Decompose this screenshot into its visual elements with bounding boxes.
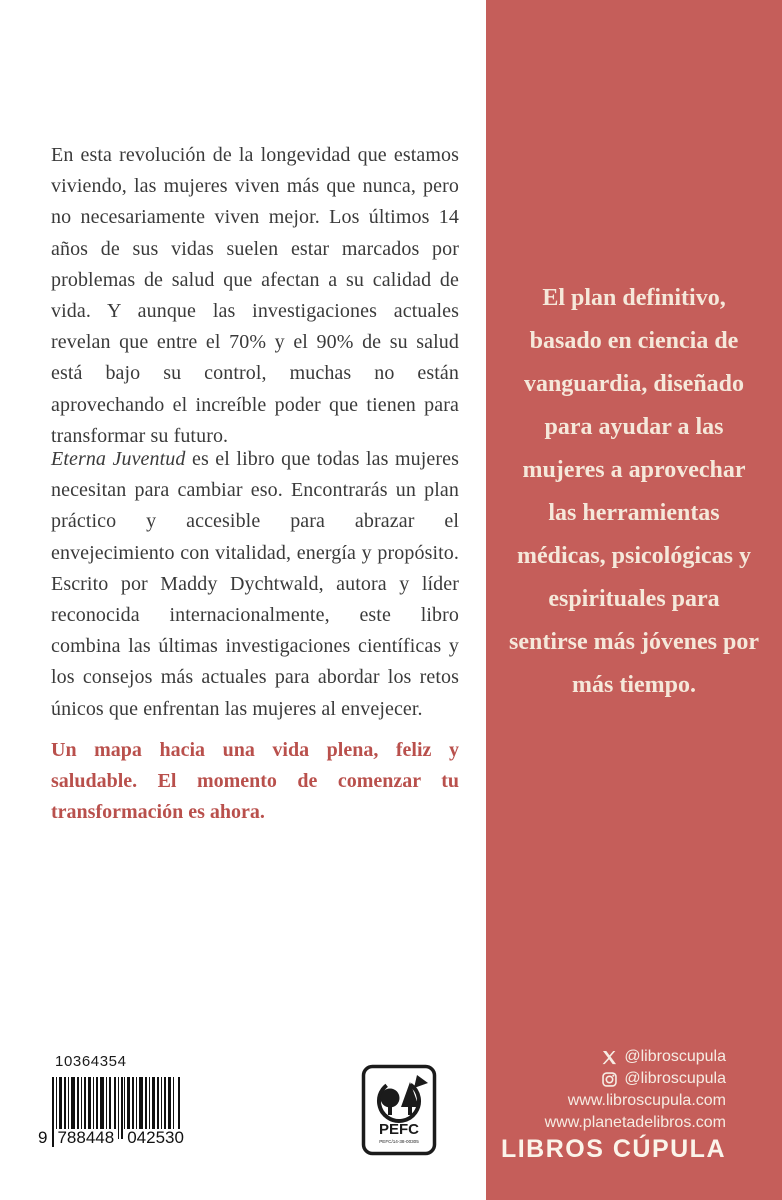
- closing-highlight: Un mapa hacia una vida plena, feliz y saludable. El momento de comenzar tu transformación es ahora.: [51, 739, 459, 824]
- pefc-label: PEFC: [378, 1121, 420, 1138]
- x-handle: @libroscupula: [624, 1048, 726, 1065]
- book-title-italic: Eterna Juventud: [51, 448, 186, 470]
- marketing-quote: El plan definitivo, basado en ciencia de vanguardia, diseñado para ayudar a las mujeres a aprovechar las herramientas médicas, psicológicas y espirituales para sentirse más jóvenes por más tiempo.: [509, 285, 759, 698]
- instagram-handle: @libroscupula: [624, 1070, 726, 1087]
- x-social-line: [501, 1046, 726, 1068]
- pefc-certificate-number: PEFC/14-38-00305: [379, 1139, 419, 1144]
- x-twitter-icon: [602, 1050, 617, 1065]
- ean-group-1: 788448: [54, 1129, 117, 1147]
- pefc-round-tree: [381, 1089, 400, 1108]
- publisher-imprint-logo: LIBROS CÚPULA: [500, 1135, 726, 1163]
- pefc-logo-icon: [361, 1064, 437, 1156]
- ean-barcode: [38, 1077, 184, 1149]
- synopsis-paragraph-2-text: es el libro que todas las mujeres necesitan para cambiar eso. Encontrarás un plan práctico y accesible para abrazar el envejecimiento con vitalidad, energía y propósito. Escrito por Maddy Dychtwald, autora y líder reconocida internacionalmente, este libro combina las últimas investigaciones científicas y los consejos más actuales para abordar los retos únicos que enfrentan las mujeres al envejecer.: [51, 448, 459, 720]
- publisher-block: [500, 1046, 726, 1163]
- synopsis-paragraph-2: [51, 444, 459, 725]
- pefc-logo: [361, 1064, 437, 1161]
- synopsis-paragraph-1: En esta revolución de la longevidad que estamos viviendo, las mujeres viven más que nunca, pero no necesariamente viven mejor. Los últimos 14 años de sus vidas suelen estar marcados por problemas de salud que afectan a su calidad de vida. Y aunque las investigaciones actuales revelan que entre el 70% y el 90% de su salud está bajo su control, muchas no están aprovechando el increíble poder que tienen para transformar su futuro.: [51, 144, 459, 447]
- instagram-icon: [602, 1072, 617, 1087]
- ean-group-2: 042530: [124, 1129, 187, 1147]
- instagram-social-line: [501, 1068, 726, 1090]
- publisher-website-1: www.libroscupula.com: [567, 1092, 726, 1109]
- barcode-product-number: 10364354: [55, 1053, 127, 1070]
- ean-digits: [38, 1129, 187, 1147]
- publisher-website-2: www.planetadelibros.com: [544, 1114, 726, 1131]
- red-side-column: [486, 0, 782, 1200]
- ean-first-digit: 9: [38, 1128, 48, 1147]
